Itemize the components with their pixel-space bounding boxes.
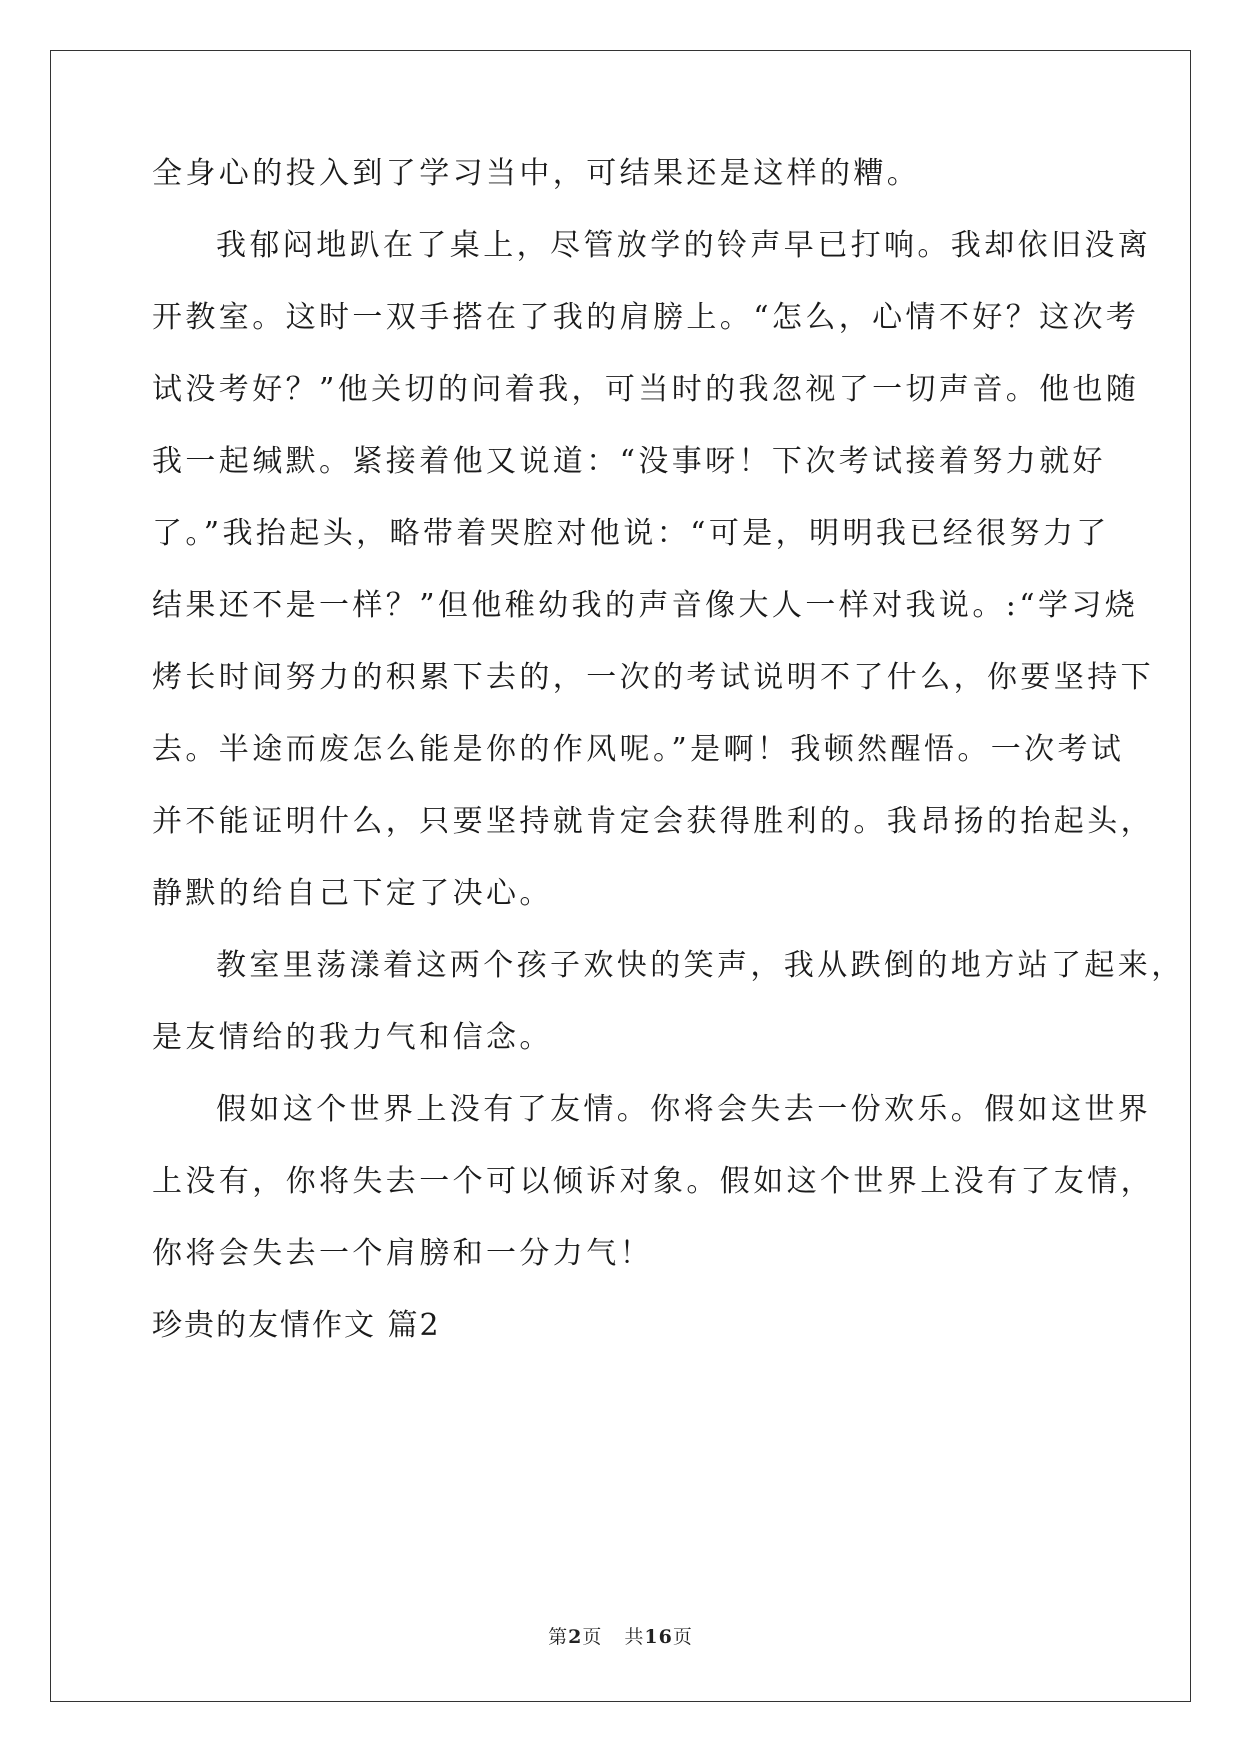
text-line: 上没有，你将失去一个可以倾诉对象。假如这个世界上没有了友情， bbox=[152, 1164, 1154, 1199]
text-line: 结果还不是一样？”但他稚幼我的声音像大人一样对我说。:“学习烧 bbox=[152, 588, 1139, 623]
page-label-suffix: 页 bbox=[582, 1626, 603, 1648]
text-line: 我一起缄默。紧接着他又说道：“没事呀！下次考试接着努力就好 bbox=[152, 444, 1106, 479]
total-label-prefix: 共 bbox=[624, 1626, 645, 1648]
text-line: 教室里荡漾着这两个孩子欢快的笑声，我从跌倒的地方站了起来， bbox=[216, 948, 1185, 983]
text-line: 静默的给自己下定了决心。 bbox=[152, 876, 553, 911]
text-line: 我郁闷地趴在了桌上，尽管放学的铃声早已打响。我却依旧没离 bbox=[216, 228, 1152, 263]
page-footer bbox=[0, 1622, 1241, 1649]
page-label-prefix: 第 bbox=[548, 1626, 569, 1648]
text-line: 试没考好？”他关切的问着我，可当时的我忽视了一切声音。他也随 bbox=[152, 372, 1140, 407]
text-line: 开教室。这时一双手搭在了我的肩膀上。“怎么，心情不好？这次考 bbox=[152, 300, 1140, 335]
total-page-count: 16 bbox=[644, 1626, 673, 1648]
text-line: 假如这个世界上没有了友情。你将会失去一份欢乐。假如这世界 bbox=[216, 1092, 1152, 1127]
text-line: 全身心的投入到了学习当中，可结果还是这样的糟。 bbox=[152, 156, 921, 191]
text-line: 并不能证明什么，只要坚持就肯定会获得胜利的。我昂扬的抬起头， bbox=[152, 804, 1154, 839]
text-line: 是友情给的我力气和信念。 bbox=[152, 1020, 553, 1055]
section-heading: 珍贵的友情作文 篇2 bbox=[152, 1308, 441, 1343]
current-page-number: 2 bbox=[568, 1626, 583, 1648]
total-label-suffix: 页 bbox=[672, 1626, 693, 1648]
text-line: 烤长时间努力的积累下去的，一次的考试说明不了什么，你要坚持下 bbox=[152, 660, 1154, 695]
text-line: 你将会失去一个肩膀和一分力气！ bbox=[152, 1236, 653, 1271]
text-line: 了。”我抬起头，略带着哭腔对他说：“可是，明明我已经很努力了 bbox=[152, 516, 1110, 551]
text-line: 去。半途而废怎么能是你的作风呢。”是啊！我顿然醒悟。一次考试 bbox=[152, 732, 1125, 767]
